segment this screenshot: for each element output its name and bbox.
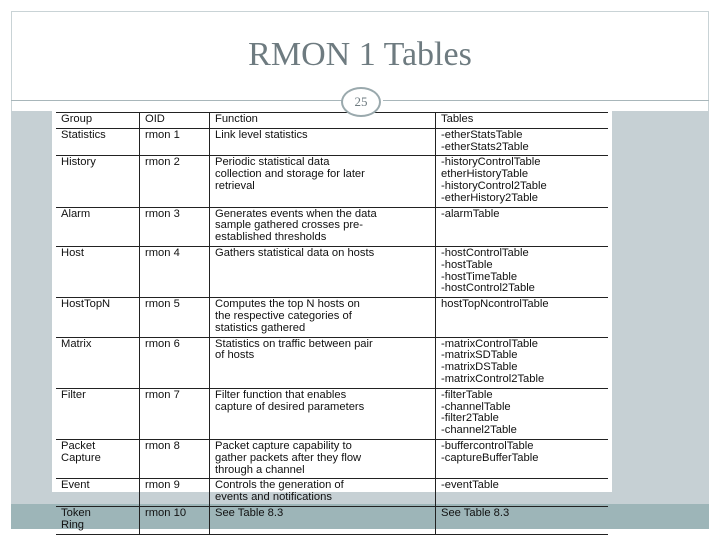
cell-function-line: capture of desired parameters bbox=[215, 400, 365, 413]
cell-function-line: the respective categories of bbox=[215, 309, 352, 322]
cell-tables bbox=[436, 337, 609, 388]
cell-function bbox=[210, 506, 436, 534]
table-row bbox=[56, 479, 608, 507]
cell-group-line: Event bbox=[61, 479, 90, 492]
cell-tables-line: -matrixSDTable bbox=[441, 349, 518, 362]
cell-function bbox=[210, 388, 436, 439]
title-rule-right bbox=[383, 100, 709, 101]
cell-function bbox=[210, 337, 436, 388]
cell-function-line: Statistics on traffic between pair bbox=[215, 337, 373, 350]
header-tables: Tables bbox=[436, 113, 609, 129]
cell-function-line: Packet capture capability to bbox=[215, 439, 352, 452]
cell-tables bbox=[436, 246, 609, 297]
slide-title: RMON 1 Tables bbox=[248, 36, 472, 73]
cell-function-line: Link level statistics bbox=[215, 128, 308, 141]
cell-tables-line: -matrixDSTable bbox=[441, 361, 518, 374]
table-row bbox=[56, 128, 608, 156]
cell-group bbox=[56, 128, 140, 156]
table-row bbox=[56, 156, 608, 207]
cell-function bbox=[210, 207, 436, 246]
cell-function-line: through a channel bbox=[215, 463, 305, 476]
cell-tables bbox=[436, 156, 609, 207]
cell-tables bbox=[436, 298, 609, 337]
cell-function bbox=[210, 298, 436, 337]
cell-function-line: sample gathered crosses pre- bbox=[215, 219, 363, 232]
table-header-row bbox=[56, 113, 608, 129]
title-rule-left bbox=[11, 100, 343, 101]
cell-tables bbox=[436, 506, 609, 534]
header-group: Group bbox=[56, 113, 140, 129]
cell-group-line: Capture bbox=[61, 451, 101, 464]
cell-group-line: Matrix bbox=[61, 337, 92, 350]
cell-tables-line: hostTopNcontrolTable bbox=[441, 298, 549, 311]
table-row bbox=[56, 388, 608, 439]
cell-group-line: Ring bbox=[61, 518, 85, 531]
cell-tables-line: -filter2Table bbox=[441, 412, 499, 425]
cell-group-line: History bbox=[61, 156, 96, 169]
table-image bbox=[52, 108, 612, 531]
cell-oid: rmon 2 bbox=[140, 156, 210, 207]
table-row bbox=[56, 207, 608, 246]
cell-tables-line: -captureBufferTable bbox=[441, 451, 539, 464]
cell-group bbox=[56, 246, 140, 297]
cell-group bbox=[56, 506, 140, 534]
cell-tables bbox=[436, 128, 609, 156]
cell-group-line: Alarm bbox=[61, 207, 91, 220]
cell-function-line: Filter function that enables bbox=[215, 388, 347, 401]
cell-function-line: Controls the generation of bbox=[215, 479, 344, 492]
table-row bbox=[56, 298, 608, 337]
cell-tables-line: -filterTable bbox=[441, 388, 493, 401]
cell-function-line: gather packets after they flow bbox=[215, 451, 362, 464]
cell-group-line: Token bbox=[61, 506, 91, 519]
cell-tables bbox=[436, 439, 609, 478]
cell-tables-line: -buffercontrolTable bbox=[441, 439, 534, 452]
header-oid: OID bbox=[140, 113, 210, 129]
cell-tables-line: -matrixControl2Table bbox=[441, 372, 545, 385]
cell-tables-line: -hostControl2Table bbox=[441, 282, 535, 295]
cell-tables-line: etherHistoryTable bbox=[441, 168, 529, 181]
cell-tables bbox=[436, 207, 609, 246]
cell-tables-line: -hostTimeTable bbox=[441, 270, 518, 283]
table-row bbox=[56, 246, 608, 297]
cell-function-line: of hosts bbox=[215, 349, 255, 362]
cell-oid: rmon 3 bbox=[140, 207, 210, 246]
cell-oid: rmon 1 bbox=[140, 128, 210, 156]
cell-tables-line: -hostControlTable bbox=[441, 246, 529, 259]
cell-group bbox=[56, 479, 140, 507]
cell-group bbox=[56, 207, 140, 246]
cell-group-line: Packet bbox=[61, 439, 96, 452]
cell-tables-line: -matrixControlTable bbox=[441, 337, 538, 350]
cell-group bbox=[56, 337, 140, 388]
cell-tables-line: -eventTable bbox=[441, 479, 499, 492]
cell-group bbox=[56, 439, 140, 478]
cell-tables-line: -etherHistory2Table bbox=[441, 191, 538, 204]
cell-function-line: established thresholds bbox=[215, 231, 327, 244]
table-row bbox=[56, 439, 608, 478]
cell-function-line: events and notifications bbox=[215, 491, 332, 504]
cell-tables-line: -historyControl2Table bbox=[441, 179, 547, 192]
cell-tables-line: -channelTable bbox=[441, 400, 511, 413]
cell-tables-line: -historyControlTable bbox=[441, 156, 541, 169]
cell-function-line: Computes the top N hosts on bbox=[215, 298, 360, 311]
cell-function-line: Gathers statistical data on hosts bbox=[215, 246, 375, 259]
cell-function-line: statistics gathered bbox=[215, 321, 306, 334]
rmon-table bbox=[56, 112, 608, 535]
cell-group-line: Host bbox=[61, 246, 85, 259]
cell-function bbox=[210, 479, 436, 507]
cell-oid: rmon 4 bbox=[140, 246, 210, 297]
cell-tables bbox=[436, 479, 609, 507]
cell-function bbox=[210, 128, 436, 156]
cell-oid: rmon 8 bbox=[140, 439, 210, 478]
cell-function-line: Periodic statistical data bbox=[215, 156, 330, 169]
table-row bbox=[56, 337, 608, 388]
cell-oid: rmon 7 bbox=[140, 388, 210, 439]
cell-function bbox=[210, 156, 436, 207]
header-function: Function bbox=[210, 113, 436, 129]
cell-tables-line: -channel2Table bbox=[441, 424, 517, 437]
cell-oid: rmon 9 bbox=[140, 479, 210, 507]
cell-tables-line: -etherStatsTable bbox=[441, 128, 523, 141]
cell-group-line: Filter bbox=[61, 388, 86, 401]
cell-function-line: collection and storage for later bbox=[215, 168, 365, 181]
cell-function bbox=[210, 439, 436, 478]
cell-tables-line: -alarmTable bbox=[441, 207, 500, 220]
page-number: 25 bbox=[341, 87, 381, 117]
cell-function-line: Generates events when the data bbox=[215, 207, 377, 220]
cell-group-line: HostTopN bbox=[61, 298, 111, 311]
cell-group bbox=[56, 156, 140, 207]
cell-tables-line: -etherStats2Table bbox=[441, 140, 529, 153]
cell-tables-line: -hostTable bbox=[441, 258, 493, 271]
cell-group bbox=[56, 388, 140, 439]
cell-oid: rmon 10 bbox=[140, 506, 210, 534]
cell-group bbox=[56, 298, 140, 337]
cell-tables bbox=[436, 388, 609, 439]
cell-function-line: See Table 8.3 bbox=[215, 506, 284, 519]
table-row bbox=[56, 506, 608, 534]
cell-function bbox=[210, 246, 436, 297]
cell-group-line: Statistics bbox=[61, 128, 106, 141]
cell-oid: rmon 5 bbox=[140, 298, 210, 337]
cell-oid: rmon 6 bbox=[140, 337, 210, 388]
cell-tables-line: See Table 8.3 bbox=[441, 506, 510, 519]
cell-function-line: retrieval bbox=[215, 179, 255, 192]
